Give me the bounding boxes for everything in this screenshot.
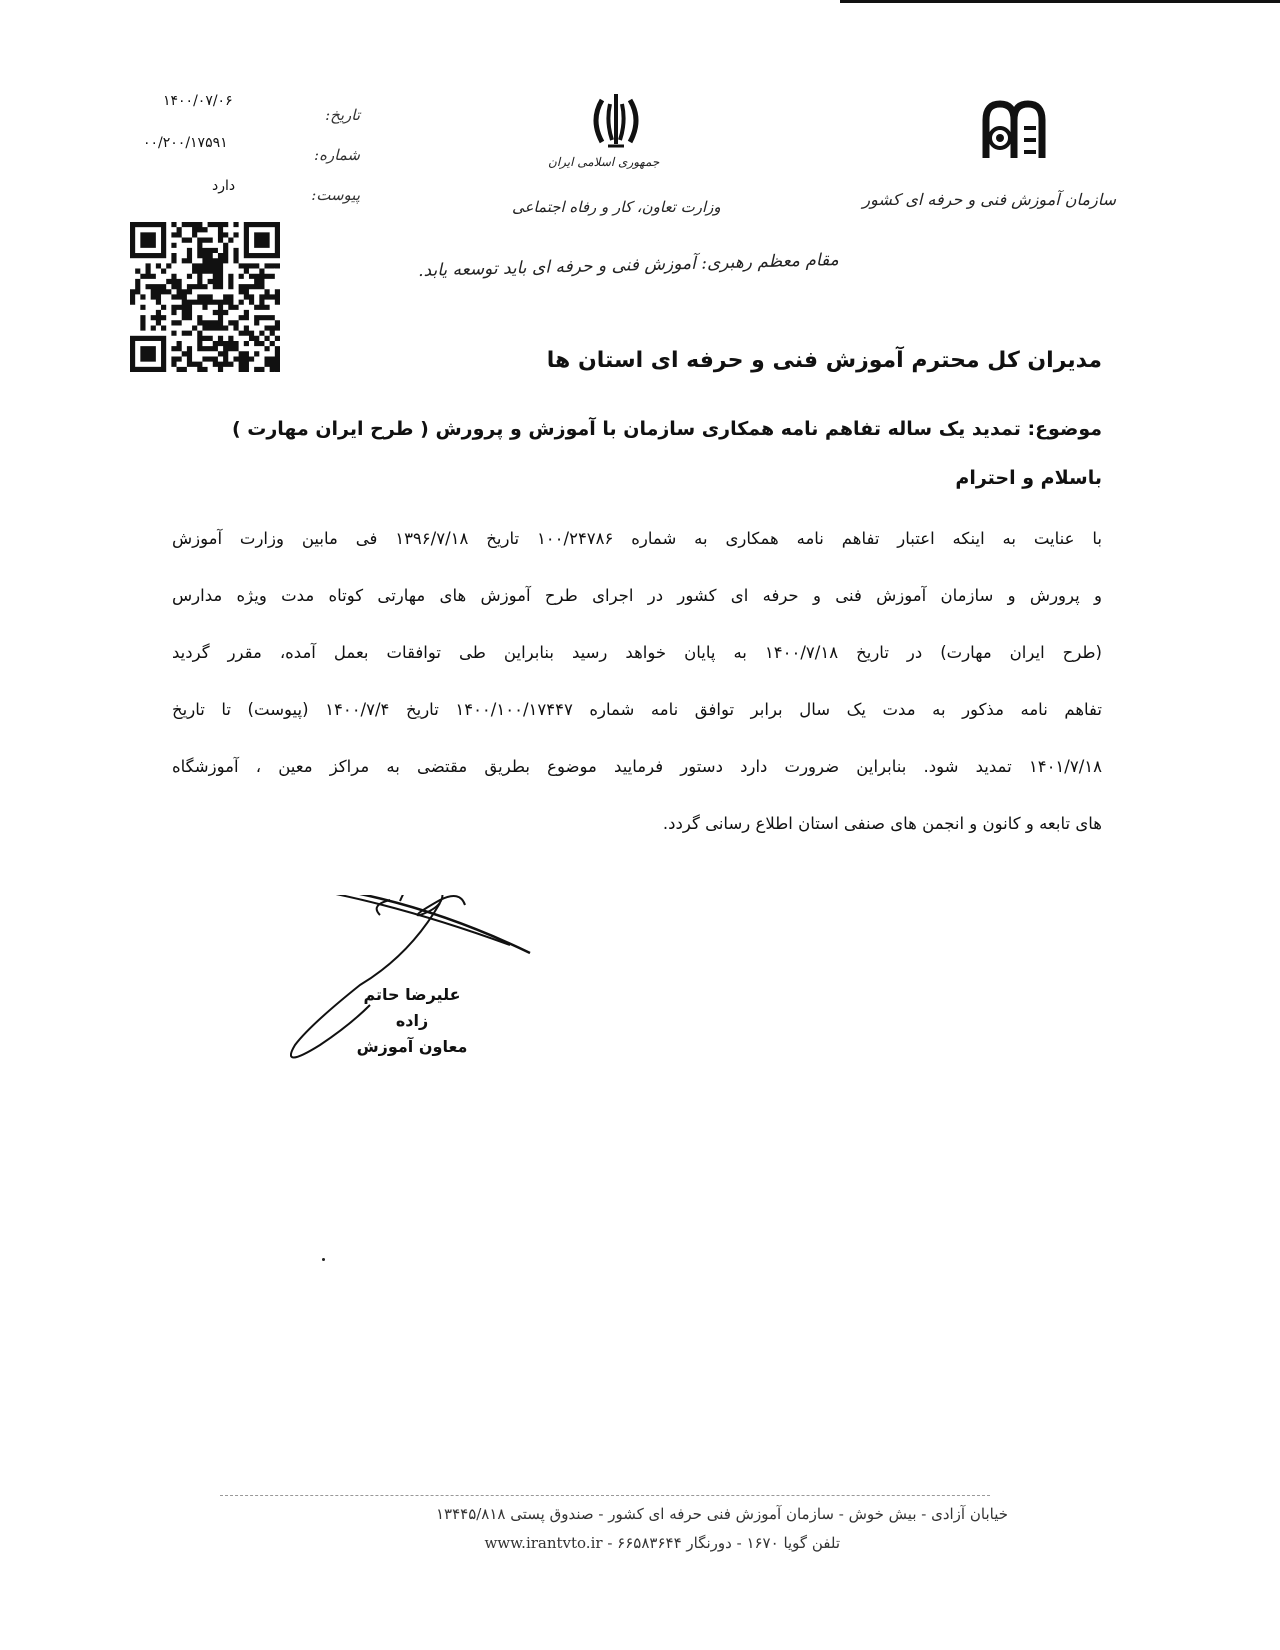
scan-speck <box>322 1258 325 1261</box>
body-line: ۱۴۰۱/۷/۱۸ تمدید شود. بنابراین ضرورت دارد دستور فرمایید موضوع بطریق مقتضی به مراکز معین ، آموزشگاه <box>172 757 1102 776</box>
body-line: با عنایت به اینکه اعتبار تفاهم نامه همکاری به شماره ۱۰۰/۲۴۷۸۶ تاریخ ۱۳۹۶/۷/۱۸ فی مابین وزارت آموزش <box>172 529 1102 548</box>
republic-label: جمهوری اسلامی ایران <box>548 155 660 169</box>
organization-logo <box>980 98 1052 164</box>
top-border-line <box>840 0 1280 3</box>
body-line: (طرح ایران مهارت) در تاریخ ۱۴۰۰/۷/۱۸ به پایان خواهد رسید بنابراین طی توافقات بعمل آمده، مقرر گردید <box>172 643 1102 662</box>
number-label: شماره: <box>314 146 360 164</box>
number-value: ۰۰/۲۰۰/۱۷۵۹۱ <box>143 135 228 151</box>
date-value: ۱۴۰۰/۰۷/۰۶ <box>163 93 233 109</box>
national-emblem <box>588 90 644 152</box>
body-line: های تابعه و کانون و انجمن های صنفی استان اطلاع رسانی گردد. <box>662 814 1102 833</box>
footer-divider <box>220 1495 990 1496</box>
addressee: مدیران کل محترم آموزش فنی و حرفه ای استان ها <box>546 348 1102 373</box>
attachment-value: دارد <box>212 178 236 194</box>
qr-code <box>130 222 280 372</box>
organization-name: سازمان آموزش فنی و حرفه ای کشور <box>862 190 1116 209</box>
signer-title: معاون آموزش <box>356 1037 468 1056</box>
letter-body <box>172 510 1102 852</box>
signature-block <box>348 982 476 1060</box>
ministry-label: وزارت تعاون، کار و رفاه اجتماعی <box>512 198 721 216</box>
attachment-label: پیوست: <box>311 186 360 204</box>
signer-name: علیرضا حاتم زاده <box>363 985 461 1030</box>
body-line: تفاهم نامه مذکور به مدت یک سال برابر توافق نامه شماره ۱۴۰۰/۱۰۰/۱۷۴۴۷ تاریخ ۱۴۰۰/۷/۴ (پیوست) تا تاریخ <box>172 700 1102 719</box>
footer-contact: تلفن گویا ۱۶۷۰ - دورنگار ۶۶۵۸۳۶۴۴ - www.irantvto.ir <box>484 1534 840 1552</box>
date-label: تاریخ: <box>325 106 360 124</box>
greeting: باسلام و احترام <box>955 467 1102 489</box>
body-line: و پرورش و سازمان آموزش فنی و حرفه ای کشور در اجرای طرح آموزش های مهارتی کوتاه مدت ویژه مدارس <box>172 586 1102 605</box>
leader-quote: مقام معظم رهبری: آموزش فنی و حرفه ای باید توسعه یابد. <box>417 250 839 282</box>
footer-address: خیابان آزادی - بیش خوش - سازمان آموزش فنی حرفه ای کشور - صندوق پستی ۱۳۴۴۵/۸۱۸ <box>435 1505 1008 1523</box>
subject-line: موضوع: تمدید یک ساله تفاهم نامه همکاری سازمان با آموزش و پرورش ( طرح ایران مهارت ) <box>231 418 1102 440</box>
